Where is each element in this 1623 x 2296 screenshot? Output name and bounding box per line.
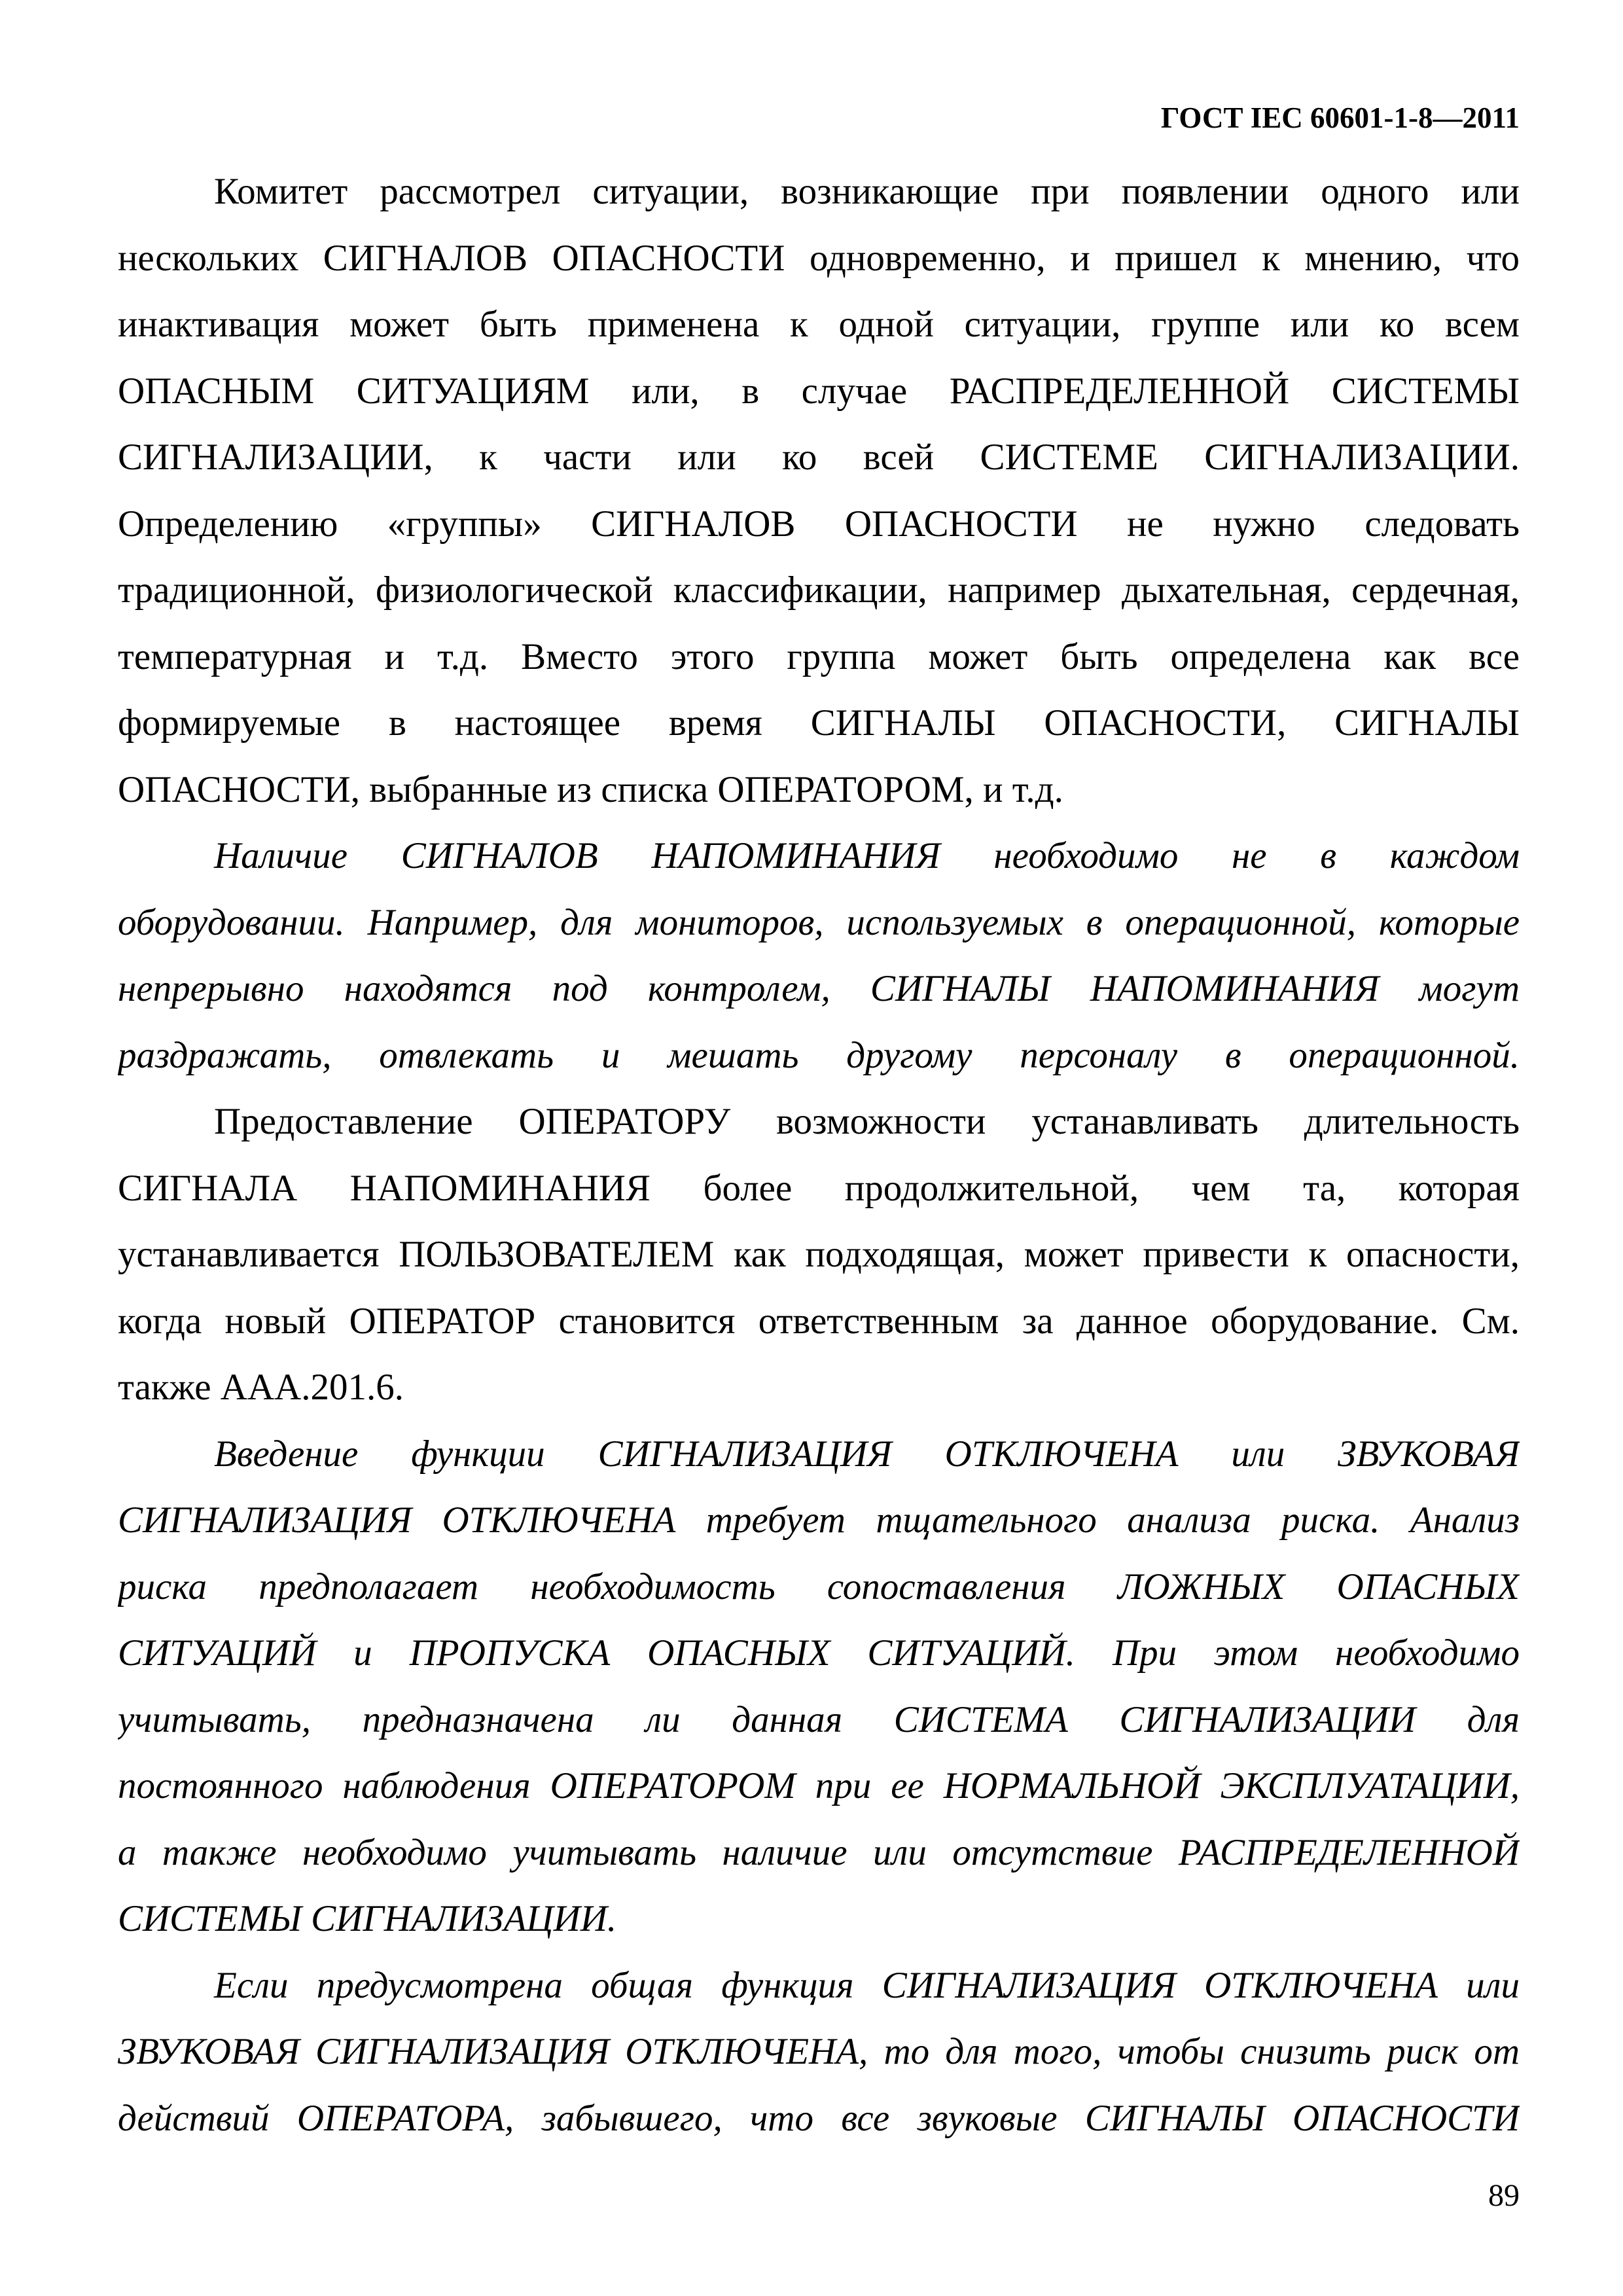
text-line: постоянного наблюдения ОПЕРАТОРОМ при ее НОРМАЛЬНОЙ ЭКСПЛУАТАЦИИ, — [118, 1765, 1520, 1806]
text-line: Наличие СИГНАЛОВ НАПОМИНАНИЯ необходимо не в каждом — [214, 835, 1520, 876]
text-line: Введение функции СИГНАЛИЗАЦИЯ ОТКЛЮЧЕНА или ЗВУКОВАЯ — [214, 1433, 1520, 1475]
text-line: СИТУАЦИЙ и ПРОПУСКА ОПАСНЫХ СИТУАЦИЙ. При этом необходимо — [118, 1632, 1520, 1674]
text-line: СИГНАЛА НАПОМИНАНИЯ более продолжительной, чем та, которая — [118, 1167, 1520, 1209]
text-line: ОПАСНЫМ СИТУАЦИЯМ или, в случае РАСПРЕДЕЛЕННОЙ СИСТЕМЫ — [118, 370, 1520, 412]
text-line: когда новый ОПЕРАТОР становится ответственным за данное оборудование. См. — [118, 1300, 1520, 1342]
text-line: устанавливается ПОЛЬЗОВАТЕЛЕМ как подходящая, может привести к опасности, — [118, 1234, 1520, 1275]
text-line: нескольких СИГНАЛОВ ОПАСНОСТИ одновременно, и пришел к мнению, что — [118, 237, 1520, 279]
text-line: СИГНАЛИЗАЦИИ, к части или ко всей СИСТЕМЕ СИГНАЛИЗАЦИИ. — [118, 437, 1520, 478]
paragraph-5 — [118, 1952, 1520, 2152]
text-line: традиционной, физиологической классификации, например дыхательная, сердечная, — [118, 569, 1520, 611]
paragraph-1 — [118, 158, 1520, 823]
text-line: температурная и т.д. Вместо этого группа может быть определена как все — [118, 636, 1520, 677]
paragraph-2 — [118, 823, 1520, 1088]
text-line: инактивация может быть применена к одной ситуации, группе или ко всем — [118, 304, 1520, 345]
text-line: непрерывно находятся под контролем, СИГНАЛЫ НАПОМИНАНИЯ могут — [118, 968, 1520, 1009]
text-line: ЗВУКОВАЯ СИГНАЛИЗАЦИЯ ОТКЛЮЧЕНА, то для того, чтобы снизить риск от — [118, 2031, 1520, 2072]
text-line: раздражать, отвлекать и мешать другому персоналу в операционной. — [118, 1034, 1520, 1076]
text-line: ОПАСНОСТИ, выбранные из списка ОПЕРАТОРОМ, и т.д. — [118, 768, 1063, 810]
text-line: риска предполагает необходимость сопоставления ЛОЖНЫХ ОПАСНЫХ — [118, 1566, 1520, 1607]
text-line: формируемые в настоящее время СИГНАЛЫ ОПАСНОСТИ, СИГНАЛЫ — [118, 702, 1520, 744]
text-line: Предоставление ОПЕРАТОРУ возможности устанавливать длительность — [214, 1101, 1520, 1142]
text-line: также ААА.201.6. — [118, 1367, 404, 1408]
text-line: СИГНАЛИЗАЦИЯ ОТКЛЮЧЕНА требует тщательного анализа риска. Анализ — [118, 1499, 1520, 1541]
text-line: а также необходимо учитывать наличие или отсутствие РАСПРЕДЕЛЕННОЙ — [118, 1831, 1520, 1873]
text-line: СИСТЕМЫ СИГНАЛИЗАЦИИ. — [118, 1898, 617, 1939]
paragraph-3 — [118, 1088, 1520, 1421]
text-line: оборудовании. Например, для мониторов, используемых в операционной, которые — [118, 901, 1520, 943]
standard-designation: ГОСТ IEC 60601-1-8—2011 — [1160, 101, 1520, 134]
text-line: учитывать, предназначена ли данная СИСТЕМА СИГНАЛИЗАЦИИ для — [118, 1698, 1520, 1740]
text-line: Комитет рассмотрел ситуации, возникающие при появлении одного или — [214, 171, 1520, 212]
text-line: действий ОПЕРАТОРА, забывшего, что все звуковые СИГНАЛЫ ОПАСНОСТИ — [118, 2097, 1520, 2139]
paragraph-4 — [118, 1421, 1520, 1952]
page-number: 89 — [1488, 2178, 1520, 2213]
document-body — [118, 158, 1520, 2151]
text-line: Если предусмотрена общая функция СИГНАЛИЗАЦИЯ ОТКЛЮЧЕНА или — [214, 1964, 1520, 2006]
text-line: Определению «группы» СИГНАЛОВ ОПАСНОСТИ не нужно следовать — [118, 503, 1520, 545]
